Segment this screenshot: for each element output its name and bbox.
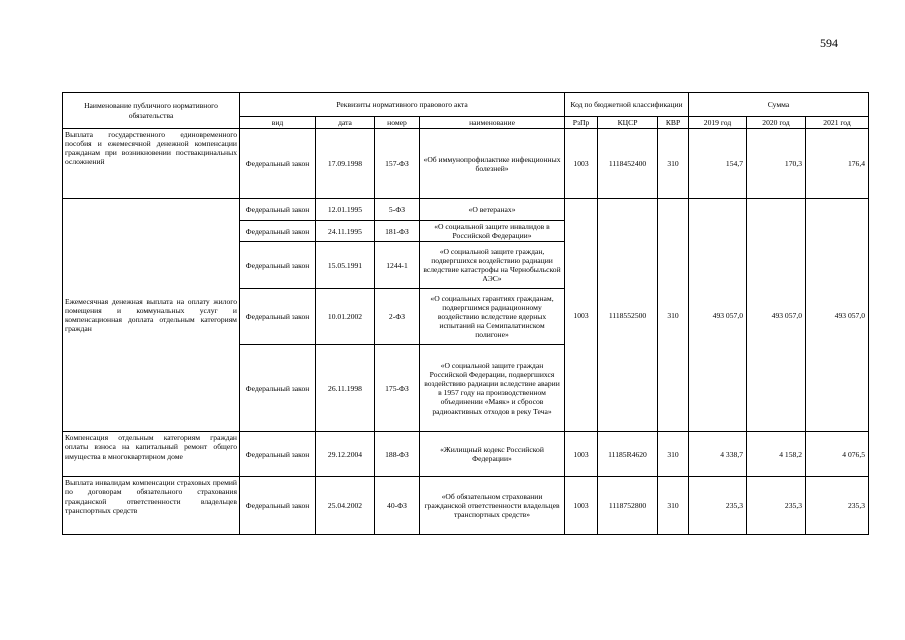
obligation-name: Выплата инвалидам компенсации страховых премий по договорам обязательного страхования гражданской ответственности владельцев транспортных средств [63, 477, 240, 535]
sum-2021: 176,4 [806, 129, 869, 199]
act-vid: Федеральный закон [240, 221, 316, 242]
act-number: 175-ФЗ [375, 345, 420, 432]
act-vid: Федеральный закон [240, 242, 316, 289]
header-budget-code: Код по бюджетной классификации [565, 93, 689, 117]
code-kvr: 310 [658, 199, 689, 432]
header-vid: вид [240, 117, 316, 129]
header-name: Наименование публичного нормативного обязательства [63, 93, 240, 129]
code-kcsr: 1118452400 [598, 129, 658, 199]
act-date: 29.12.2004 [316, 432, 375, 477]
act-vid: Федеральный закон [240, 289, 316, 345]
table-row [63, 199, 869, 221]
act-title: «О социальной защите граждан Российской Федерации, подвергшихся воздействию радиации вследствие аварии в 1957 году на производственном объединении «Маяк» и сбросов радиоактивных отходов в реку Теча» [420, 345, 565, 432]
header-row-1 [63, 93, 869, 117]
act-number: 1244-1 [375, 242, 420, 289]
code-rzpr: 1003 [565, 129, 598, 199]
act-number: 5-ФЗ [375, 199, 420, 221]
header-kcsr: КЦСР [598, 117, 658, 129]
act-date: 25.04.2002 [316, 477, 375, 535]
header-rzpr: РзПр [565, 117, 598, 129]
header-nomer: номер [375, 117, 420, 129]
sum-2021: 4 076,5 [806, 432, 869, 477]
sum-2021: 493 057,0 [806, 199, 869, 432]
code-kvr: 310 [658, 129, 689, 199]
code-kcsr: 11185R4620 [598, 432, 658, 477]
act-title: «Жилищный кодекс Российской Федерации» [420, 432, 565, 477]
obligations-table [62, 92, 869, 535]
header-2021: 2021 год [806, 117, 869, 129]
act-date: 24.11.1995 [316, 221, 375, 242]
sum-2020: 170,3 [747, 129, 806, 199]
code-kvr: 310 [658, 477, 689, 535]
page-number: 594 [820, 36, 838, 50]
act-title: «О социальных гарантиях гражданам, подвергшимся радиационному воздействию вследствие ядерных испытаний на Семипалатинском полигоне» [420, 289, 565, 345]
table-row [63, 129, 869, 199]
sum-2019: 4 338,7 [689, 432, 747, 477]
sum-2020: 493 057,0 [747, 199, 806, 432]
act-vid: Федеральный закон [240, 477, 316, 535]
act-date: 17.09.1998 [316, 129, 375, 199]
table-row [63, 477, 869, 535]
act-number: 188-ФЗ [375, 432, 420, 477]
sum-2020: 235,3 [747, 477, 806, 535]
code-rzpr: 1003 [565, 199, 598, 432]
act-number: 2-ФЗ [375, 289, 420, 345]
header-sum: Сумма [689, 93, 869, 117]
act-vid: Федеральный закон [240, 432, 316, 477]
sum-2021: 235,3 [806, 477, 869, 535]
header-naimenovanie: наименование [420, 117, 565, 129]
sum-2019: 493 057,0 [689, 199, 747, 432]
header-requisites: Реквизиты нормативного правового акта [240, 93, 565, 117]
code-kcsr: 1118752800 [598, 477, 658, 535]
table-row [63, 432, 869, 477]
code-kvr: 310 [658, 432, 689, 477]
act-date: 10.01.2002 [316, 289, 375, 345]
act-date: 26.11.1998 [316, 345, 375, 432]
act-title: «О социальной защите инвалидов в Российской Федерации» [420, 221, 565, 242]
obligation-name: Компенсация отдельным категориям граждан оплаты взноса на капитальный ремонт общего имущества в многоквартирном доме [63, 432, 240, 477]
act-number: 181-ФЗ [375, 221, 420, 242]
header-2020: 2020 год [747, 117, 806, 129]
act-date: 15.05.1991 [316, 242, 375, 289]
act-number: 40-ФЗ [375, 477, 420, 535]
code-rzpr: 1003 [565, 432, 598, 477]
obligation-name: Ежемесячная денежная выплата на оплату жилого помещения и коммунальных услуг и компенсационная доплата отдельным категориям граждан [63, 199, 240, 432]
sum-2019: 235,3 [689, 477, 747, 535]
act-title: «Об иммунопрофилактике инфекционных болезней» [420, 129, 565, 199]
act-vid: Федеральный закон [240, 345, 316, 432]
act-vid: Федеральный закон [240, 199, 316, 221]
act-title: «О ветеранах» [420, 199, 565, 221]
act-number: 157-ФЗ [375, 129, 420, 199]
sum-2019: 154,7 [689, 129, 747, 199]
sum-2020: 4 158,2 [747, 432, 806, 477]
code-rzpr: 1003 [565, 477, 598, 535]
header-2019: 2019 год [689, 117, 747, 129]
act-title: «О социальной защите граждан, подвергшихся воздействию радиации вследствие катастрофы на Чернобыльской АЭС» [420, 242, 565, 289]
code-kcsr: 1118552500 [598, 199, 658, 432]
header-kvr: КВР [658, 117, 689, 129]
obligation-name: Выплата государственного единовременного пособия и ежемесячной денежной компенсации гражданам при возникновении поствакцинальных осложнений [63, 129, 240, 199]
header-data: дата [316, 117, 375, 129]
act-vid: Федеральный закон [240, 129, 316, 199]
act-date: 12.01.1995 [316, 199, 375, 221]
act-title: «Об обязательном страховании гражданской ответственности владельцев транспортных средств» [420, 477, 565, 535]
